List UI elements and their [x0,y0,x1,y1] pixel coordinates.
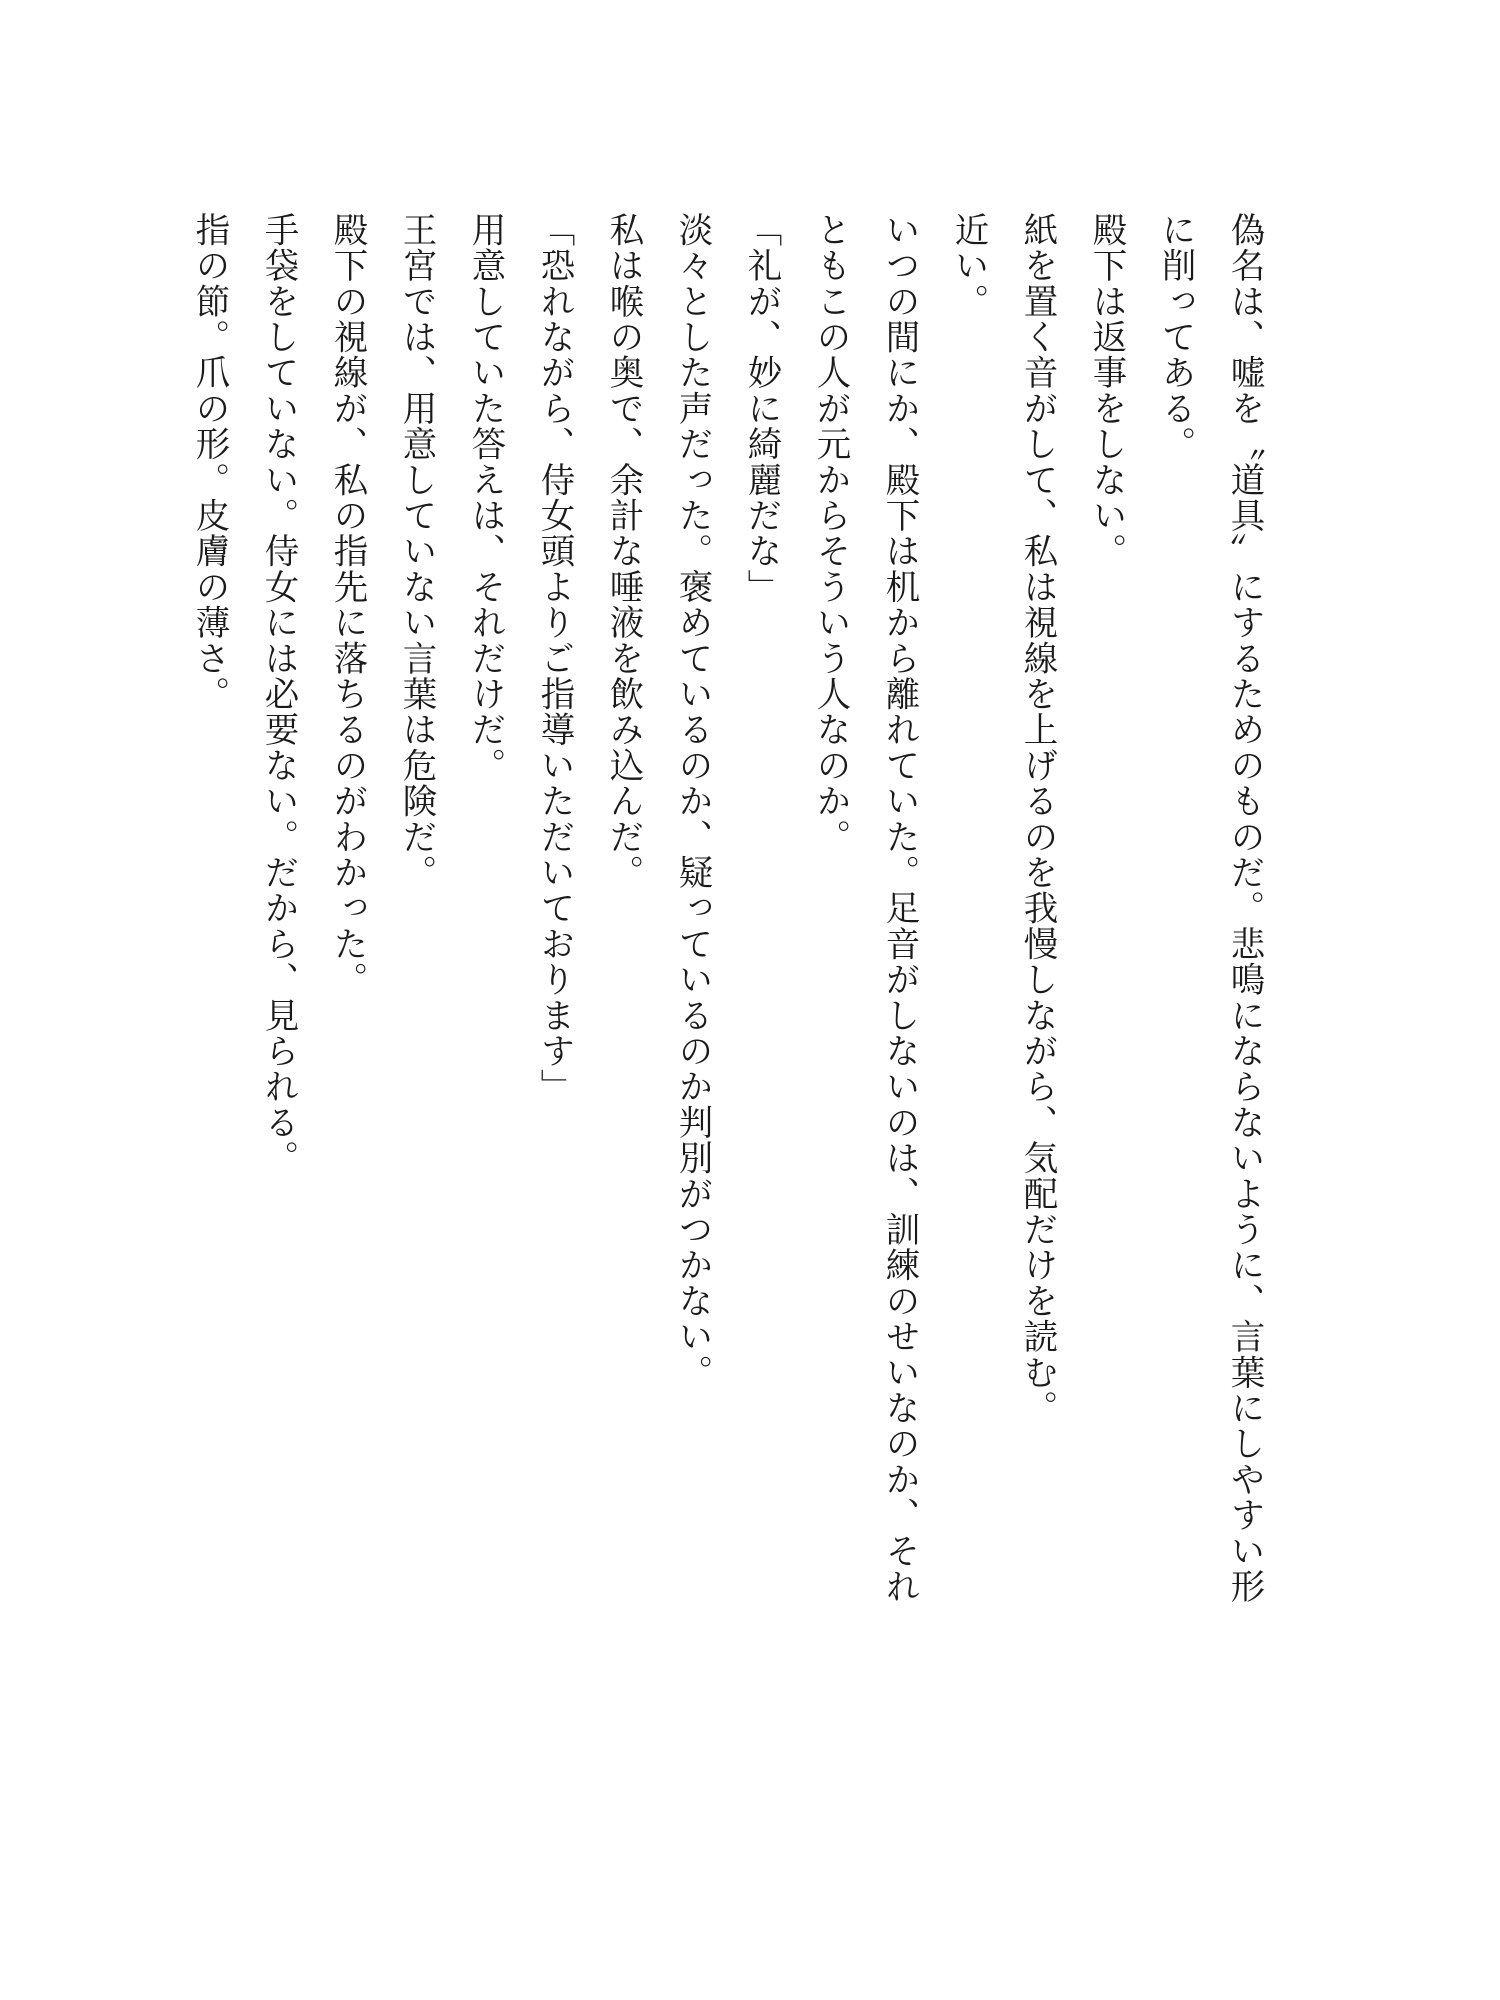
dialogue-paragraph: 「恐れながら、侍女頭よりご指導いただいております」 [534,212,574,1105]
dialogue-paragraph: 「礼が、妙に綺麗だな」 [741,212,781,605]
paragraph: 殿下の視線が、私の指先に落ちるのがわかった。 [327,212,367,998]
paragraph: 私は喉の奥で、余計な唾液を飲み込んだ。 [603,212,643,891]
paragraph: 王宮では、用意していない言葉は危険だ。 [396,212,436,891]
paragraph: 紙を置く音がして、私は視線を上げるのを我慢しながら、気配だけを読む。 [1017,212,1057,1426]
paragraph: 手袋をしていない。侍女には必要ない。だから、見られる。 [258,212,298,1176]
vertical-text-body [174,212,1278,1632]
paragraph: 指の節。爪の形。皮膚の薄さ。 [189,212,229,712]
paragraph: 殿下は返事をしない。 [1086,212,1126,569]
paragraph: 淡々とした声だった。褒めているのか、疑っているのか判別がつかない。 [672,212,712,1391]
paragraph: 近い。 [948,212,988,320]
paragraph: いつの間にか、殿下は机から離れていた。足音がしないのは、訓練のせいなのか、それともこの人が元からそういう人なのか。 [810,212,919,1605]
paragraph: 偽名は、嘘を〝道具〟にするためのものだ。悲鳴にならないように、言葉にしやすい形に削ってある。 [1155,212,1264,1605]
paragraph: 用意していた答えは、それだけだ。 [465,212,505,784]
